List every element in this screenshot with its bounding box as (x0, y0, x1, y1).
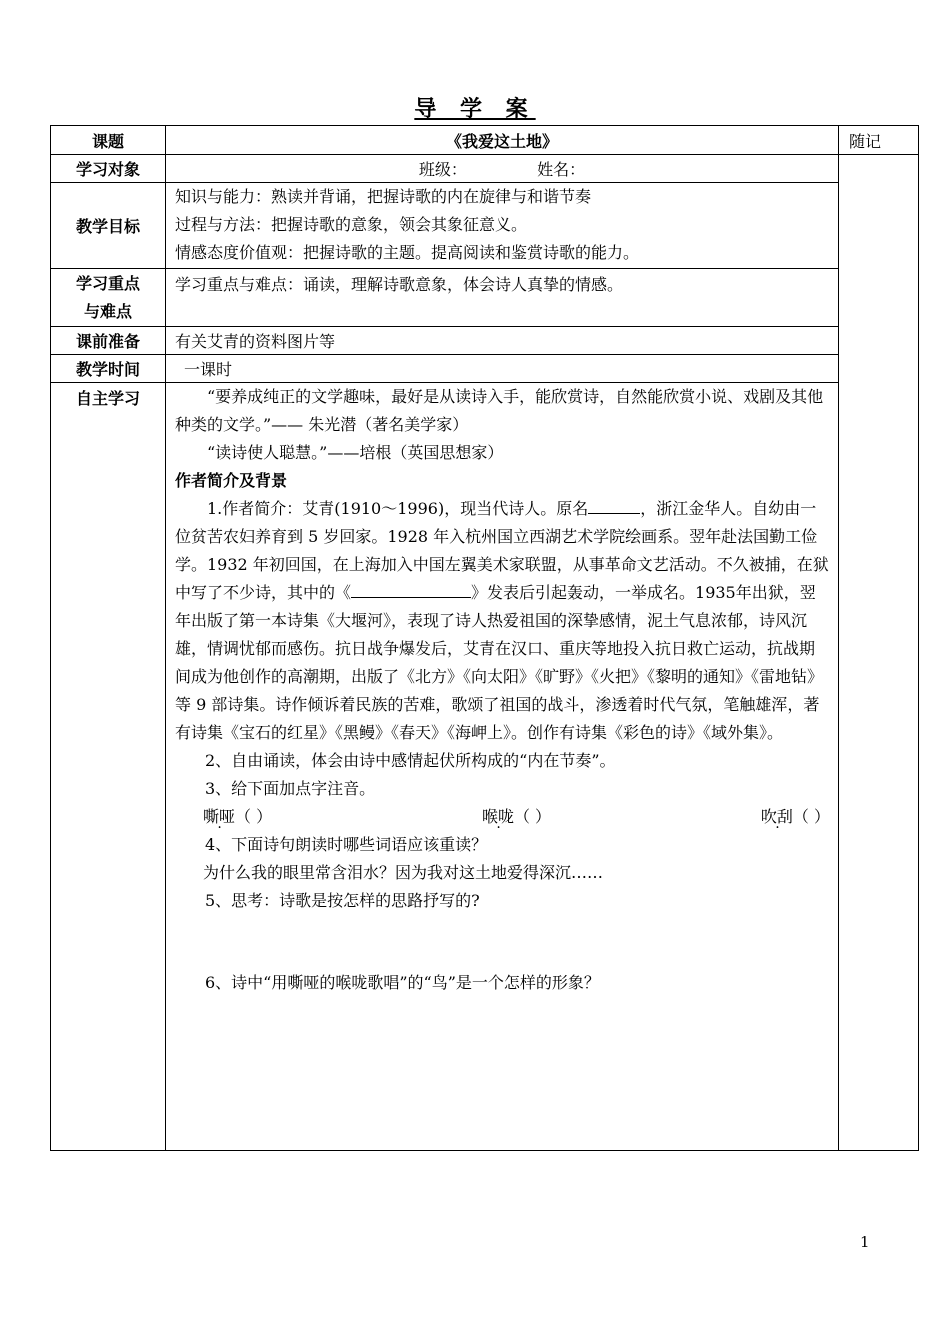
name-label: 姓名： (537, 160, 586, 179)
prep-text: 有关艾青的资料图片等 (175, 332, 336, 351)
topic-label: 课题 (51, 126, 166, 155)
goal-attitude: 情感态度价值观：把握诗歌的主题。提高阅读和鉴赏诗歌的能力。 (175, 243, 640, 262)
study-guide-table (50, 125, 919, 1151)
question-4-line: 为什么我的眼里常含泪水？因为我对这土地爱得深沉…… (203, 863, 604, 882)
notes-column (839, 155, 919, 1151)
time-label: 教学时间 (51, 355, 166, 383)
notes-label: 随记 (839, 126, 919, 155)
self-study-label: 自主学习 (51, 383, 166, 1151)
page-title: 导 学 案 (414, 97, 536, 122)
author-bio: 1.作者简介：艾青(1910～1996)，现当代诗人。原名 ，浙江金华人。自幼由一位贫苦农妇养育到 5 岁回家。1928 年入杭州国立西湖艺术学院绘画系。翌年赴法国勤工俭学。1932 年初回国，在上海加入中国左翼美术家联盟，从事革命文艺活动。不久被捕，在狱中写了不少诗，其中的《 》发表后引起轰动，一举成名。1935年出狱，翌年出版了第一本诗集《大堰河》，表现了诗人热爱祖国的深挚感情，泥土气息浓郁，诗风沉雄，情调忧郁而感伤。抗日战争爆发后，艾青在汉口、重庆等地投入抗日救亡运动，抗战期间成为他创作的高潮期，出版了《北方》《向太阳》《旷野》《火把》《黎明的通知》《雷地钻》等 9 部诗集。诗作倾诉着民族的苦难，歌颂了祖国的战斗，渗透着时代气氛，笔触雄浑，著有诗集《宝石的红星》《黑鳗》《春天》《海岬上》。创作有诗集《彩色的诗》《域外集》。 (175, 495, 830, 747)
topic-value: 《我爱这土地》 (166, 126, 839, 155)
phonetic-row (175, 803, 830, 831)
goal-knowledge: 知识与能力：熟读并背诵，把握诗歌的内在旋律与和谐节奏 (175, 187, 592, 206)
phonetic-item: 吹刮（ ） (760, 807, 830, 826)
goal-process: 过程与方法：把握诗歌的意象，领会其象征意义。 (175, 215, 528, 234)
question-4: 4、下面诗句朗读时哪些词语应该重读？ (205, 835, 488, 854)
question-2: 2、自由诵读，体会由诗中感情起伏所构成的“内在节奏”。 (205, 751, 616, 770)
time-text: 一课时 (184, 360, 233, 379)
original-name-blank[interactable] (588, 495, 640, 514)
class-label: 班级： (418, 160, 467, 179)
question-6: 6、诗中“用嘶哑的喉咙歌唱”的“鸟”是一个怎样的形象？ (205, 973, 600, 992)
question-3: 3、给下面加点字注音。 (205, 779, 376, 798)
phonetic-item: 嘶哑（ ） (203, 807, 273, 826)
page-number: 1 (860, 1233, 870, 1251)
question-5: 5、思考：诗歌是按怎样的思路抒写的? (205, 891, 480, 910)
key-points-text: 学习重点与难点：诵读，理解诗歌意象，体会诗人真挚的情感。 (175, 275, 624, 294)
poem-title-blank[interactable] (351, 579, 471, 598)
quote-zhu: “要养成纯正的文学趣味，最好是从读诗入手，能欣赏诗，自然能欣赏小说、戏剧及其他种类的文学。”—— 朱光潜（著名美学家） (175, 387, 824, 434)
goals-label: 教学目标 (51, 183, 166, 269)
author-heading: 作者简介及背景 (175, 471, 288, 490)
audience-label: 学习对象 (51, 155, 166, 183)
quote-bacon: “读诗使人聪慧。”——培根（英国思想家） (207, 443, 504, 462)
prep-label: 课前准备 (51, 327, 166, 355)
audience-fields (166, 155, 839, 183)
phonetic-item: 喉咙（ ） (481, 807, 552, 826)
key-points-label: 学习重点 与难点 (51, 269, 166, 327)
